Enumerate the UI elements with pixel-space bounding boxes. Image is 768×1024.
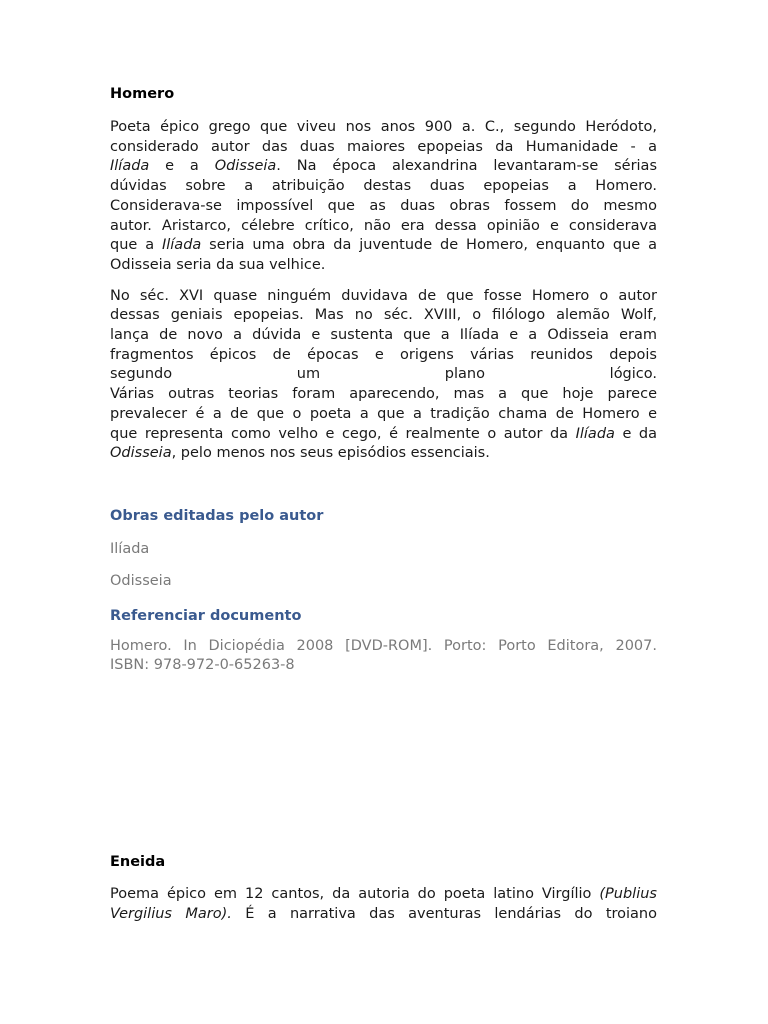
text-line: lança de novo a dúvida e sustenta que a Ilíada e a Odisseia eram [110, 327, 657, 344]
text-line: autor. Aristarco, célebre crítico, não era dessa opinião e considerava [110, 217, 657, 234]
homero-article [110, 84, 657, 676]
work-title-italic: Odisseia [214, 158, 277, 175]
text-line: No séc. XVI quase ninguém duvidava de que fosse Homero o autor [110, 287, 657, 304]
article-title: Eneida [110, 854, 166, 870]
text-line [110, 444, 657, 464]
article-paragraph-1 [110, 885, 657, 924]
author-name-italic: Vergilius Maro). [110, 905, 232, 922]
article-paragraph-1 [110, 118, 657, 276]
text-line: prevalecer é a de que o poeta a que a tradição chama de Homero e [110, 405, 657, 422]
text-line: Várias outras teorias foram aparecendo, mas a que hoje parece [110, 386, 657, 403]
work-title-italic: Ilíada [110, 158, 150, 175]
text-span: , pelo menos nos seus episódios essenciais. [171, 445, 490, 462]
work-item-odisseia[interactable]: Odisseia [110, 572, 172, 589]
text-line: Considerava-se impossível que as duas obras fossem do mesmo [110, 197, 657, 214]
text-span: Poema épico em 12 cantos, da autoria do poeta latino Virgílio [110, 886, 600, 902]
text-span: É a narrativa das aventuras lendárias do troiano [231, 905, 657, 922]
text-span: e a [149, 158, 215, 175]
text-line: considerado autor das duas maiores epopeias da Humanidade - a [110, 138, 657, 155]
work-item-iliada[interactable]: Ilíada [110, 540, 150, 557]
text-line [110, 157, 657, 177]
text-line [110, 885, 657, 905]
work-title-italic: Ilíada [161, 237, 202, 254]
article-title: Homero [110, 86, 175, 102]
text-line: segundo um plano lógico. [110, 366, 657, 383]
article-paragraph-2 [110, 287, 657, 464]
text-line [110, 236, 657, 256]
text-line: Odisseia seria da sua velhice. [110, 256, 326, 273]
text-span: e da [614, 425, 658, 442]
reference-heading: Referenciar documento [110, 607, 302, 624]
text-span: seria uma obra da juventude de Homero, enquanto que a [201, 237, 657, 254]
citation-text [110, 637, 657, 676]
work-title-italic: Odisseia [110, 445, 172, 462]
citation-line: Homero. In Diciopédia 2008 [DVD-ROM]. Porto: Porto Editora, 2007. [110, 637, 657, 654]
eneida-article [110, 852, 657, 924]
text-span: que a [110, 237, 162, 254]
works-heading: Obras editadas pelo autor [110, 507, 324, 524]
text-span: . Na época alexandrina levantaram-se sérias [276, 158, 658, 175]
author-name-italic: (Publius [599, 886, 657, 902]
text-line: fragmentos épicos de épocas e origens várias reunidos depois [110, 346, 657, 363]
work-title-italic: Ilíada [575, 425, 615, 442]
text-span: que representa como velho e cego, é realmente o autor da [110, 425, 576, 442]
text-line [110, 905, 657, 925]
citation-isbn: ISBN: 978-972-0-65263-8 [110, 657, 295, 674]
text-line: Poeta épico grego que viveu nos anos 900 a. C., segundo Heródoto, [110, 119, 657, 135]
text-line [110, 425, 657, 445]
text-line: dessas geniais epopeias. Mas no séc. XVIII, o filólogo alemão Wolf, [110, 307, 657, 324]
text-line: dúvidas sobre a atribuição destas duas epopeias a Homero. [110, 178, 657, 195]
